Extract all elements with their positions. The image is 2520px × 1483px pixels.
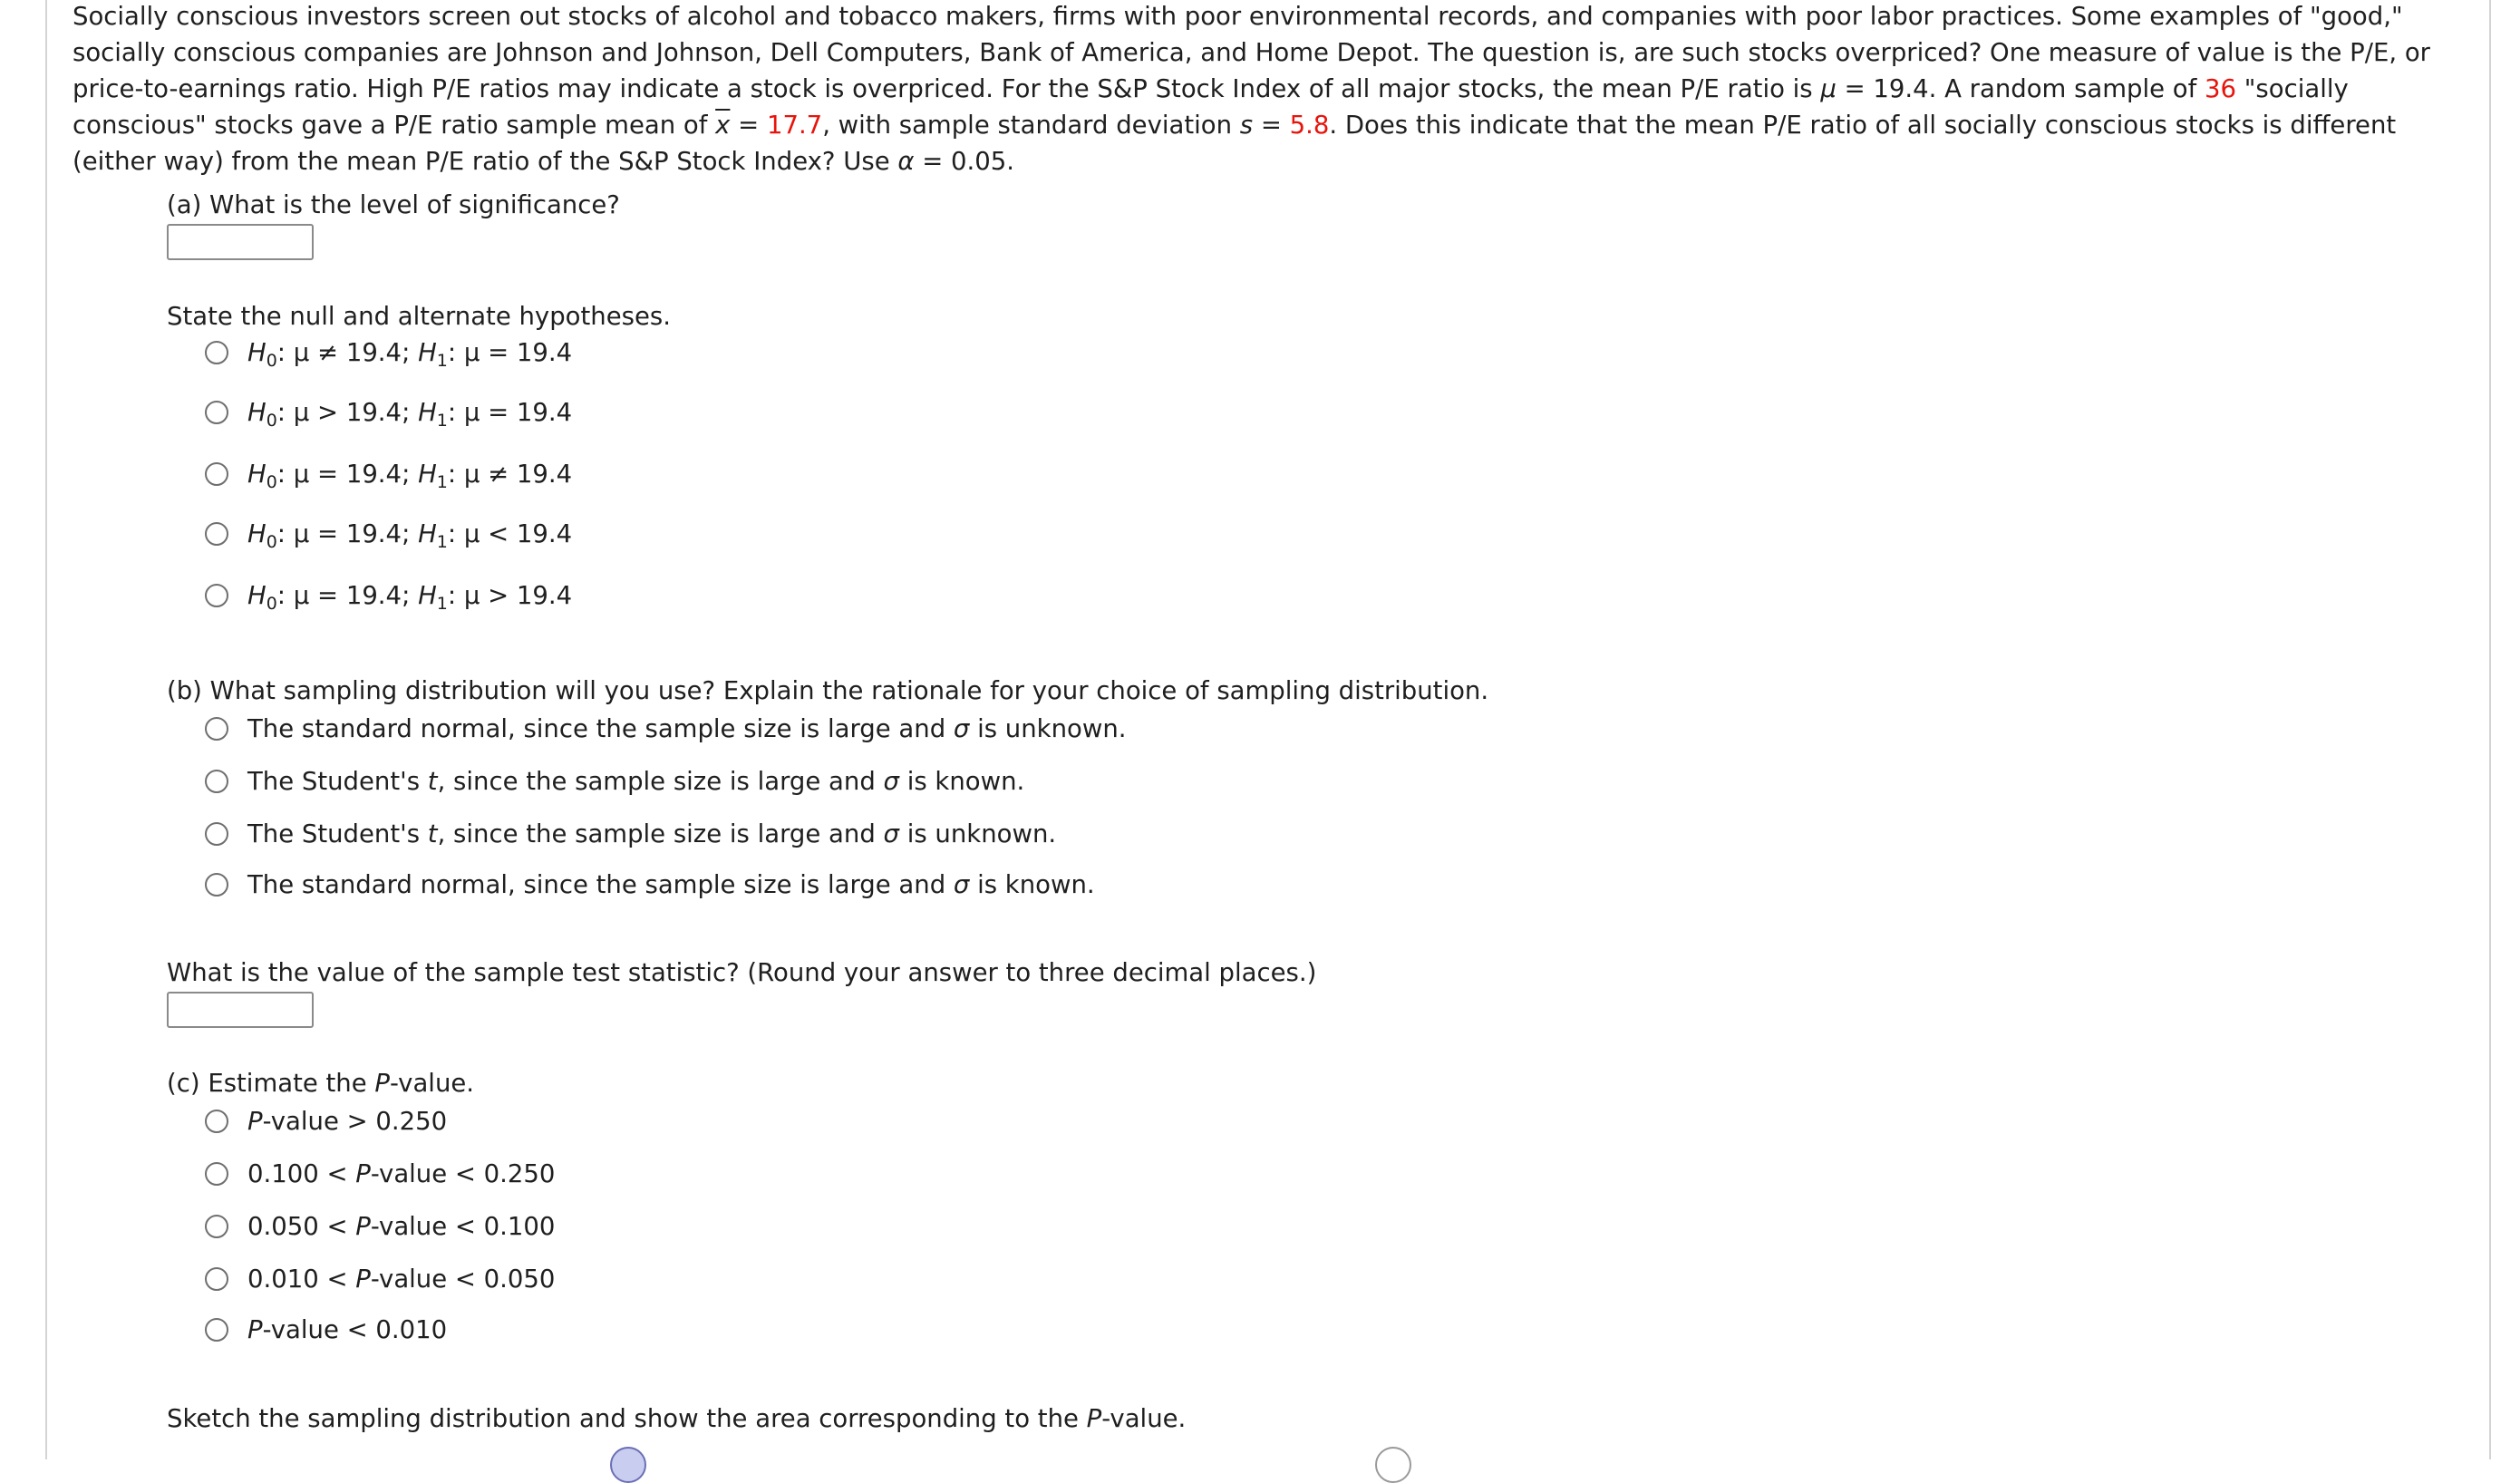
pvalue-radio-3[interactable] — [205, 1215, 228, 1238]
pvalue-option-1: P-value > 0.250 — [247, 1107, 448, 1136]
hypothesis-option-2: $H_0$: μ > 19.4; $H_1$: μ = 19.4 — [247, 398, 573, 431]
pvalue-radio-4[interactable] — [205, 1267, 228, 1291]
hypothesis-radio-4[interactable] — [205, 522, 228, 546]
sketch-option-left-selector[interactable] — [610, 1447, 646, 1483]
significance-input[interactable] — [167, 224, 314, 260]
test-statistic-label: What is the value of the sample test statistic? (Round your answer to three decimal places.) — [167, 958, 1317, 987]
pvalue-radio-1[interactable] — [205, 1110, 228, 1133]
distribution-radio-2[interactable] — [205, 770, 228, 793]
distribution-option-3: The Student's t, since the sample size is large and σ is unknown. — [247, 819, 1057, 848]
hypothesis-option-3: $H_0$: μ = 19.4; $H_1$: μ ≠ 19.4 — [247, 460, 573, 492]
distribution-radio-1[interactable] — [205, 717, 228, 741]
question-text: Socially conscious investors screen out stocks of alcohol and tobacco makers, firms with poor environmental records, and companies with poor labor practices. Some examples of "good," socially conscious companies are Johnson and Johnson, Dell Computers, Bank of America, and Home Depot. The question is, are such stocks overpriced? One measure of value is the P/E, or price-to-earnings ratio. High P/E ratios may indicate a stock is overpriced. For the S&P Stock Index of all major stocks, the mean P/E ratio is μ = 19.4. A random sample of 36 "socially conscious" stocks gave a P/E ratio sample mean of $\overline{x} = 17.7$, with sample standard deviation s = 5.8. Does this indicate that the mean P/E ratio of all socially conscious stocks is different (either way) from the mean P/E ratio of the S&P Stock Index? Use α = 0.05. — [73, 2, 2430, 176]
pvalue-option-4: 0.010 < P-value < 0.050 — [247, 1265, 556, 1294]
hypothesis-radio-5[interactable] — [205, 584, 228, 607]
hypothesis-option-4: $H_0$: μ = 19.4; $H_1$: μ < 19.4 — [247, 519, 573, 552]
hypotheses-prompt: State the null and alternate hypotheses. — [167, 302, 671, 331]
sketch-option-right-selector[interactable] — [1375, 1447, 1411, 1483]
pvalue-option-3: 0.050 < P-value < 0.100 — [247, 1212, 556, 1241]
pvalue-option-2: 0.100 < P-value < 0.250 — [247, 1159, 556, 1188]
hypothesis-radio-3[interactable] — [205, 462, 228, 486]
hypothesis-option-5: $H_0$: μ = 19.4; $H_1$: μ > 19.4 — [247, 581, 573, 614]
distribution-radio-3[interactable] — [205, 822, 228, 846]
distribution-radio-4[interactable] — [205, 873, 228, 897]
distribution-option-4: The standard normal, since the sample size is large and σ is known. — [247, 870, 1095, 899]
pvalue-option-5: P-value < 0.010 — [247, 1315, 448, 1344]
distribution-option-1: The standard normal, since the sample size is large and σ is unknown. — [247, 714, 1127, 743]
pvalue-radio-2[interactable] — [205, 1162, 228, 1186]
hypothesis-radio-2[interactable] — [205, 401, 228, 424]
hypothesis-option-1: $H_0$: μ ≠ 19.4; $H_1$: μ = 19.4 — [247, 338, 573, 371]
distribution-option-2: The Student's t, since the sample size is large and σ is known. — [247, 767, 1025, 796]
part-a-label: (a) What is the level of significance? — [167, 190, 620, 219]
left-border — [45, 0, 47, 1459]
part-b-label: (b) What sampling distribution will you use? Explain the rationale for your choice of sampling distribution. — [167, 676, 1489, 705]
sketch-label: Sketch the sampling distribution and show the area corresponding to the P-value. — [167, 1404, 1187, 1433]
pvalue-radio-5[interactable] — [205, 1318, 228, 1342]
right-border — [2489, 0, 2491, 1459]
test-statistic-input[interactable] — [167, 992, 314, 1028]
part-c-label: (c) Estimate the P-value. — [167, 1069, 475, 1098]
hypothesis-radio-1[interactable] — [205, 341, 228, 364]
